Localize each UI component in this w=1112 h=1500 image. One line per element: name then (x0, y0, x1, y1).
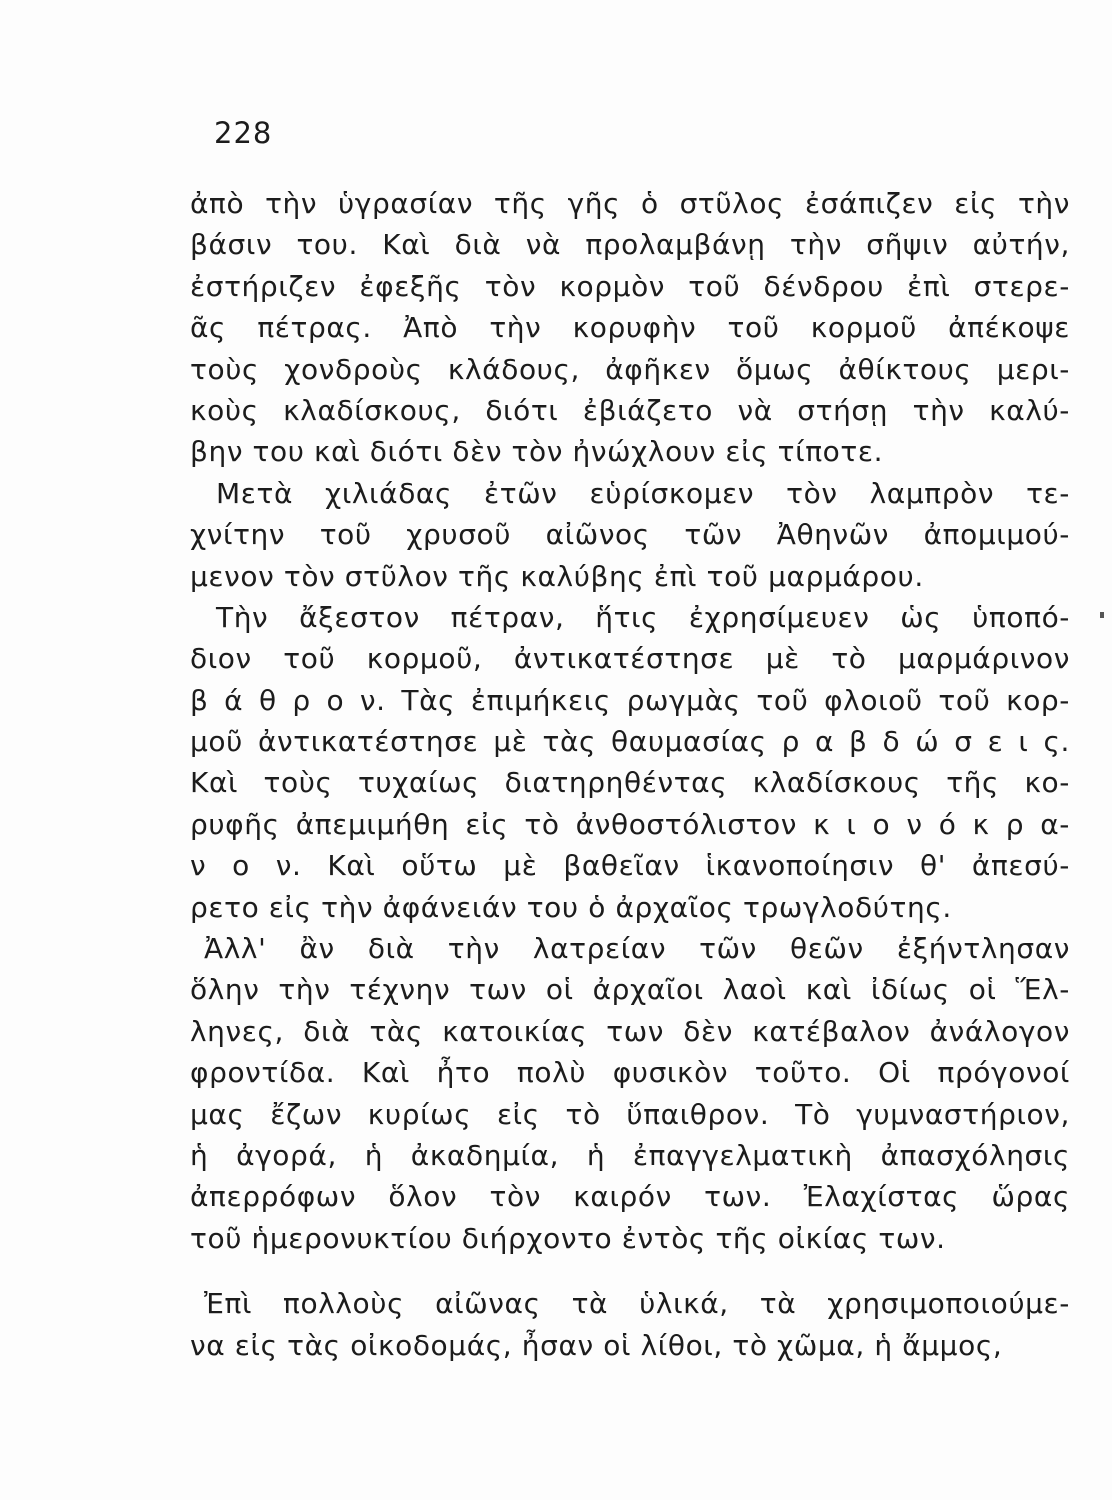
text-line: ν ο ν. Καὶ οὕτω μὲ βαθεῖαν ἱκανοποίησιν θ' ἀπεσύ- (190, 849, 1070, 883)
text-line: βάσιν του. Καὶ διὰ νὰ προλαμβάνῃ τὴν σῆψιν αὐτήν, (190, 228, 1070, 262)
scan-speck (1100, 612, 1104, 618)
page-number: 228 (214, 116, 273, 150)
text-line: β ά θ ρ ο ν. Τὰς ἐπιμήκεις ρωγμὰς τοῦ φλοιοῦ τοῦ κορ- (190, 683, 1070, 717)
text-line: χνίτην τοῦ χρυσοῦ αἰῶνος τῶν Ἀθηνῶν ἀπομιμού- (190, 518, 1070, 552)
text-line: να εἰς τὰς οἰκοδομάς, ἦσαν οἱ λίθοι, τὸ χῶμα, ἡ ἄμμος, (190, 1328, 1003, 1362)
body-text (190, 183, 1070, 1366)
text-line: ληνες, διὰ τὰς κατοικίας των δὲν κατέβαλον ἀνάλογον (190, 1014, 1070, 1048)
text-line: φροντίδα. Καὶ ἦτο πολὺ φυσικὸν τοῦτο. Οἱ πρόγονοί (190, 1056, 1070, 1090)
text-line: Μετὰ χιλιάδας ἐτῶν εὑρίσκομεν τὸν λαμπρὸν τε- (216, 476, 1070, 510)
text-line: τοὺς χονδροὺς κλάδους, ἀφῆκεν ὅμως ἀθίκτους μερι- (190, 352, 1070, 386)
text-line: τοῦ ἡμερονυκτίου διήρχοντο ἐντὸς τῆς οἰκίας των. (190, 1221, 946, 1255)
text-line: Τὴν ἄξεστον πέτραν, ἥτις ἐχρησίμευεν ὡς ὑποπό- (216, 600, 1070, 634)
text-line: ἀπὸ τὴν ὑγρασίαν τῆς γῆς ὁ στῦλος ἐσάπιζεν εἰς τὴν (190, 187, 1070, 220)
text-line: ὅλην τὴν τέχνην των οἱ ἀρχαῖοι λαοὶ καὶ ἰδίως οἱ Ἕλ- (190, 973, 1070, 1007)
text-line: μας ἔζων κυρίως εἰς τὸ ὕπαιθρον. Τὸ γυμναστήριον, (190, 1097, 1070, 1131)
text-line: κοὺς κλαδίσκους, διότι ἐβιάζετο νὰ στήσῃ τὴν καλύ- (190, 393, 1070, 427)
text-line: μενον τὸν στῦλον τῆς καλύβης ἐπὶ τοῦ μαρμάρου. (190, 559, 924, 593)
text-line: ἡ ἀγορά, ἡ ἀκαδημία, ἡ ἐπαγγελματικὴ ἀπασχόλησις (190, 1138, 1070, 1172)
text-line: μοῦ ἀντικατέστησε μὲ τὰς θαυμασίας ρ α β δ ώ σ ε ι ς. (190, 725, 1070, 759)
text-line: Ἀλλ' ἂν διὰ τὴν λατρείαν τῶν θεῶν ἐξήντλησαν (204, 932, 1070, 966)
text-line: διον τοῦ κορμοῦ, ἀντικατέστησε μὲ τὸ μαρμάρινον (190, 642, 1070, 676)
text-line: ἀπερρόφων ὅλον τὸν καιρόν των. Ἐλαχίστας ὥρας (190, 1180, 1070, 1214)
text-line: Καὶ τοὺς τυχαίως διατηρηθέντας κλαδίσκους τῆς κο- (190, 766, 1070, 800)
text-line: ἐστήριζεν ἐφεξῆς τὸν κορμὸν τοῦ δένδρου ἐπὶ στερε- (190, 269, 1070, 303)
text-line: βην του καὶ διότι δὲν τὸν ἠνώχλουν εἰς τίποτε. (190, 435, 884, 469)
paragraph-gap (190, 1259, 1070, 1283)
text-line: Ἐπὶ πολλοὺς αἰῶνας τὰ ὑλικά, τὰ χρησιμοποιούμε- (204, 1287, 1070, 1321)
text-line: ρετο εἰς τὴν ἀφάνειάν του ὁ ἀρχαῖος τρωγλοδύτης. (190, 890, 952, 924)
text-line: ρυφῆς ἀπεμιμήθη εἰς τὸ ἀνθοστόλιστον κ ι ο ν ό κ ρ α- (190, 807, 1070, 841)
text-line: ᾶς πέτρας. Ἀπὸ τὴν κορυφὴν τοῦ κορμοῦ ἀπέκοψε (190, 311, 1070, 345)
